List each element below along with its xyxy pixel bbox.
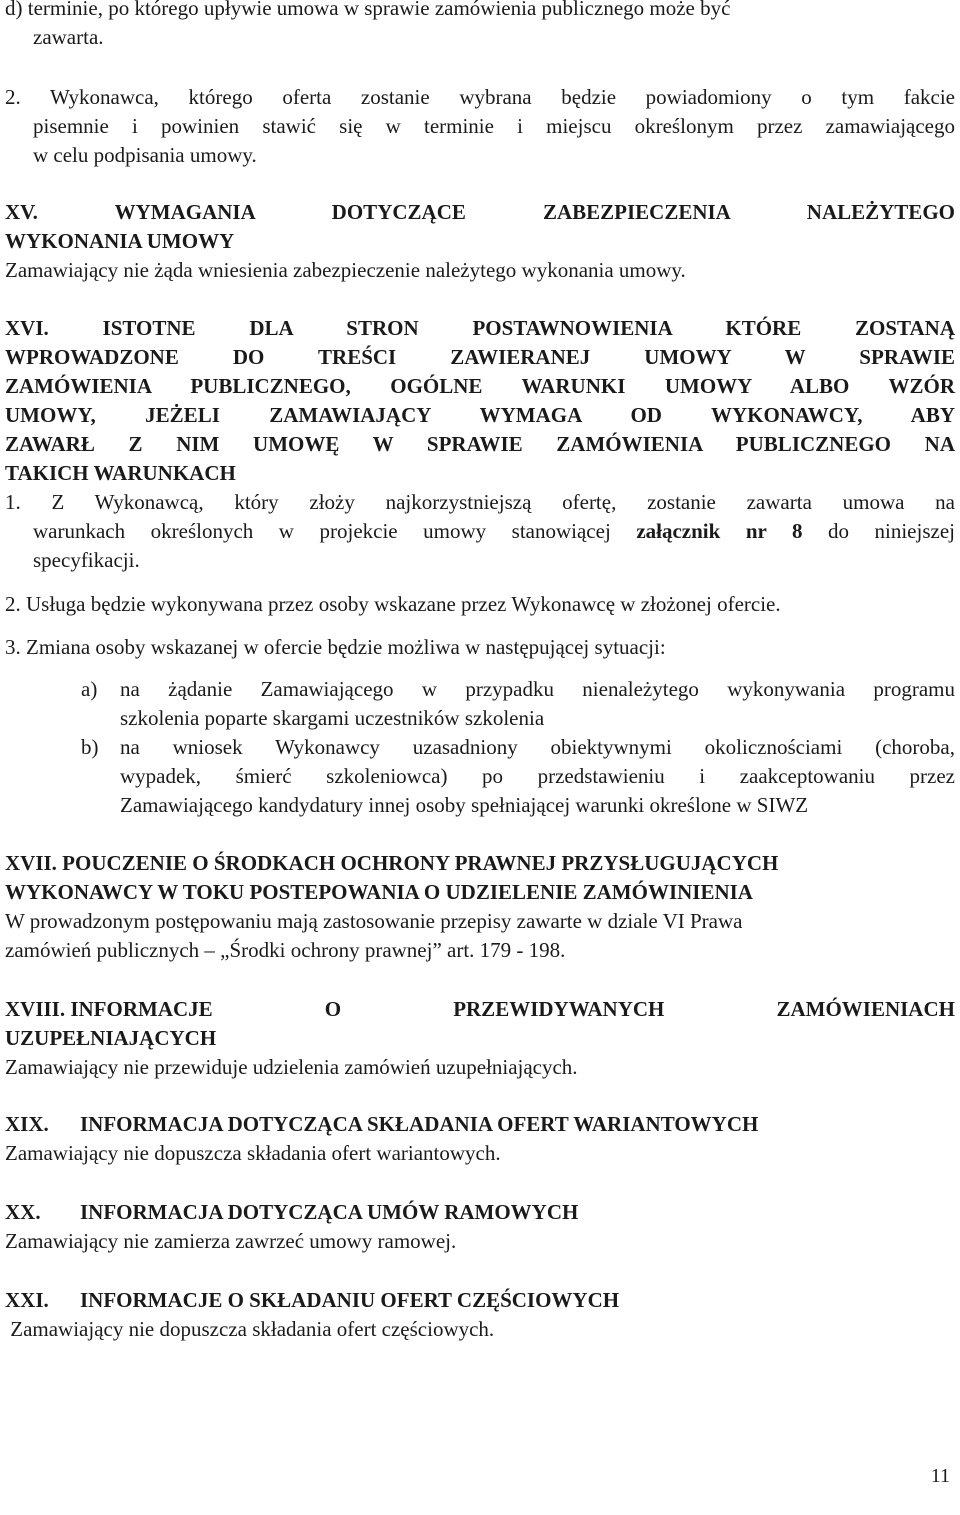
sub-item-b-line3: Zamawiającego kandydatury innej osoby spełniającej warunki określone w SIWZ <box>120 793 809 817</box>
sub-item-a-line1: na żądanie Zamawiającego w przypadku nienależytego wykonywania programu <box>120 677 955 701</box>
section-xx-text: Zamawiający nie zamierza zawrzeć umowy ramowej. <box>5 1229 457 1253</box>
section-xviii-heading <box>5 995 955 1024</box>
section-xviii-heading-word: PRZEWIDYWANYCH <box>453 997 665 1021</box>
section-xix-text: Zamawiający nie dopuszcza składania ofert wariantowych. <box>5 1141 501 1165</box>
intro-item-d-line2: zawarta. <box>33 25 104 49</box>
intro-item-2-line2: pisemnie i powinien stawić się w terminie i miejscu określonym przez zamawiającego <box>33 114 955 138</box>
section-xvii-heading: XVII. POUCZENIE O ŚRODKACH OCHRONY PRAWNEJ PRZYSŁUGUJĄCYCH <box>5 851 779 875</box>
section-xviii-heading-line2: UZUPEŁNIAJĄCYCH <box>5 1026 217 1050</box>
section-xviii-heading-word: XVIII. INFORMACJE <box>5 997 213 1021</box>
sub-item-b-line2: wypadek, śmierć szkoleniowca) po przedstawieniu i zaakceptowaniu przez <box>120 764 955 788</box>
sub-item-a-label: a) <box>81 677 98 701</box>
section-xvii-text-line1: W prowadzonym postępowaniu mają zastosowanie przepisy zawarte w dziale VI Prawa <box>5 909 743 933</box>
section-xviii-heading-word: O <box>324 997 342 1021</box>
intro-item-2-line1: 2. Wykonawca, którego oferta zostanie wybrana będzie powiadomiony o tym fakcie <box>5 85 955 109</box>
attachment-reference: załącznik nr 8 <box>636 519 803 543</box>
section-xviii-heading-word: ZAMÓWIENIACH <box>776 997 955 1021</box>
item1-text-post: do niniejszej <box>802 519 955 543</box>
section-xix-title: INFORMACJA DOTYCZĄCA SKŁADANIA OFERT WARIANTOWYCH <box>80 1112 759 1136</box>
section-xvii-heading-line2: WYKONAWCY W TOKU POSTEPOWANIA O UDZIELENIE ZAMÓWINIENIA <box>5 880 753 904</box>
section-xvi-heading-line2: WPROWADZONE DO TREŚCI ZAWIERANEJ UMOWY W SPRAWIE <box>5 345 955 369</box>
section-xvi-item1-line3: specyfikacji. <box>33 548 140 572</box>
page-number: 11 <box>930 1465 950 1487</box>
section-xvi-heading-line1: XVI. ISTOTNE DLA STRON POSTAWNOWIENIA KTÓRE ZOSTANĄ <box>5 316 955 340</box>
section-xviii-text: Zamawiający nie przewiduje udzielenia zamówień uzupełniających. <box>5 1055 578 1079</box>
sub-item-a-line2: szkolenia poparte skargami uczestników szkolenia <box>120 706 545 730</box>
section-xvi-item1-line1: 1. Z Wykonawcą, który złoży najkorzystniejszą ofertę, zostanie zawarta umowa na <box>5 490 955 514</box>
section-xvi-item2: 2. Usługa będzie wykonywana przez osoby wskazane przez Wykonawcę w złożonej ofercie. <box>5 592 781 616</box>
section-xvii-text-line2: zamówień publicznych – „Środki ochrony prawnej” art. 179 - 198. <box>5 938 566 962</box>
section-xvi-heading-line4: UMOWY, JEŻELI ZAMAWIAJĄCY WYMAGA OD WYKONAWCY, ABY <box>5 403 955 427</box>
intro-item-2-line3: w celu podpisania umowy. <box>33 143 257 167</box>
section-xv-text: Zamawiający nie żąda wniesienia zabezpieczenie należytego wykonania umowy. <box>5 258 686 282</box>
section-xx-number: XX. <box>5 1200 41 1224</box>
item1-text-pre: warunkach określonych w projekcie umowy stanowiącej <box>33 519 637 543</box>
section-xv-heading: XV. WYMAGANIA DOTYCZĄCE ZABEZPIECZENIA NALEŻYTEGO <box>5 200 955 224</box>
intro-item-d-line1: d) terminie, po którego upływie umowa w sprawie zamówienia publicznego może być <box>5 0 731 20</box>
sub-item-b-line1: na wniosek Wykonawcy uzasadniony obiektywnymi okolicznościami (choroba, <box>120 735 955 759</box>
section-xix-number: XIX. <box>5 1112 49 1136</box>
section-xvi-heading-line6: TAKICH WARUNKACH <box>5 461 236 485</box>
section-xxi-title: INFORMACJE O SKŁADANIU OFERT CZĘŚCIOWYCH <box>80 1288 620 1312</box>
section-xv-heading-line2: WYKONANIA UMOWY <box>5 229 235 253</box>
section-xvi-item1-line2 <box>33 517 955 546</box>
section-xx-title: INFORMACJA DOTYCZĄCA UMÓW RAMOWYCH <box>80 1200 579 1224</box>
section-xxi-number: XXI. <box>5 1288 49 1312</box>
section-xvi-heading-line5: ZAWARŁ Z NIM UMOWĘ W SPRAWIE ZAMÓWIENIA PUBLICZNEGO NA <box>5 432 955 456</box>
sub-item-b-label: b) <box>81 735 99 759</box>
section-xvi-heading-line3: ZAMÓWIENIA PUBLICZNEGO, OGÓLNE WARUNKI UMOWY ALBO WZÓR <box>5 374 955 398</box>
section-xvi-item3: 3. Zmiana osoby wskazanej w ofercie będzie możliwa w następującej sytuacji: <box>5 635 666 659</box>
section-xxi-text: Zamawiający nie dopuszcza składania ofert częściowych. <box>5 1317 495 1341</box>
